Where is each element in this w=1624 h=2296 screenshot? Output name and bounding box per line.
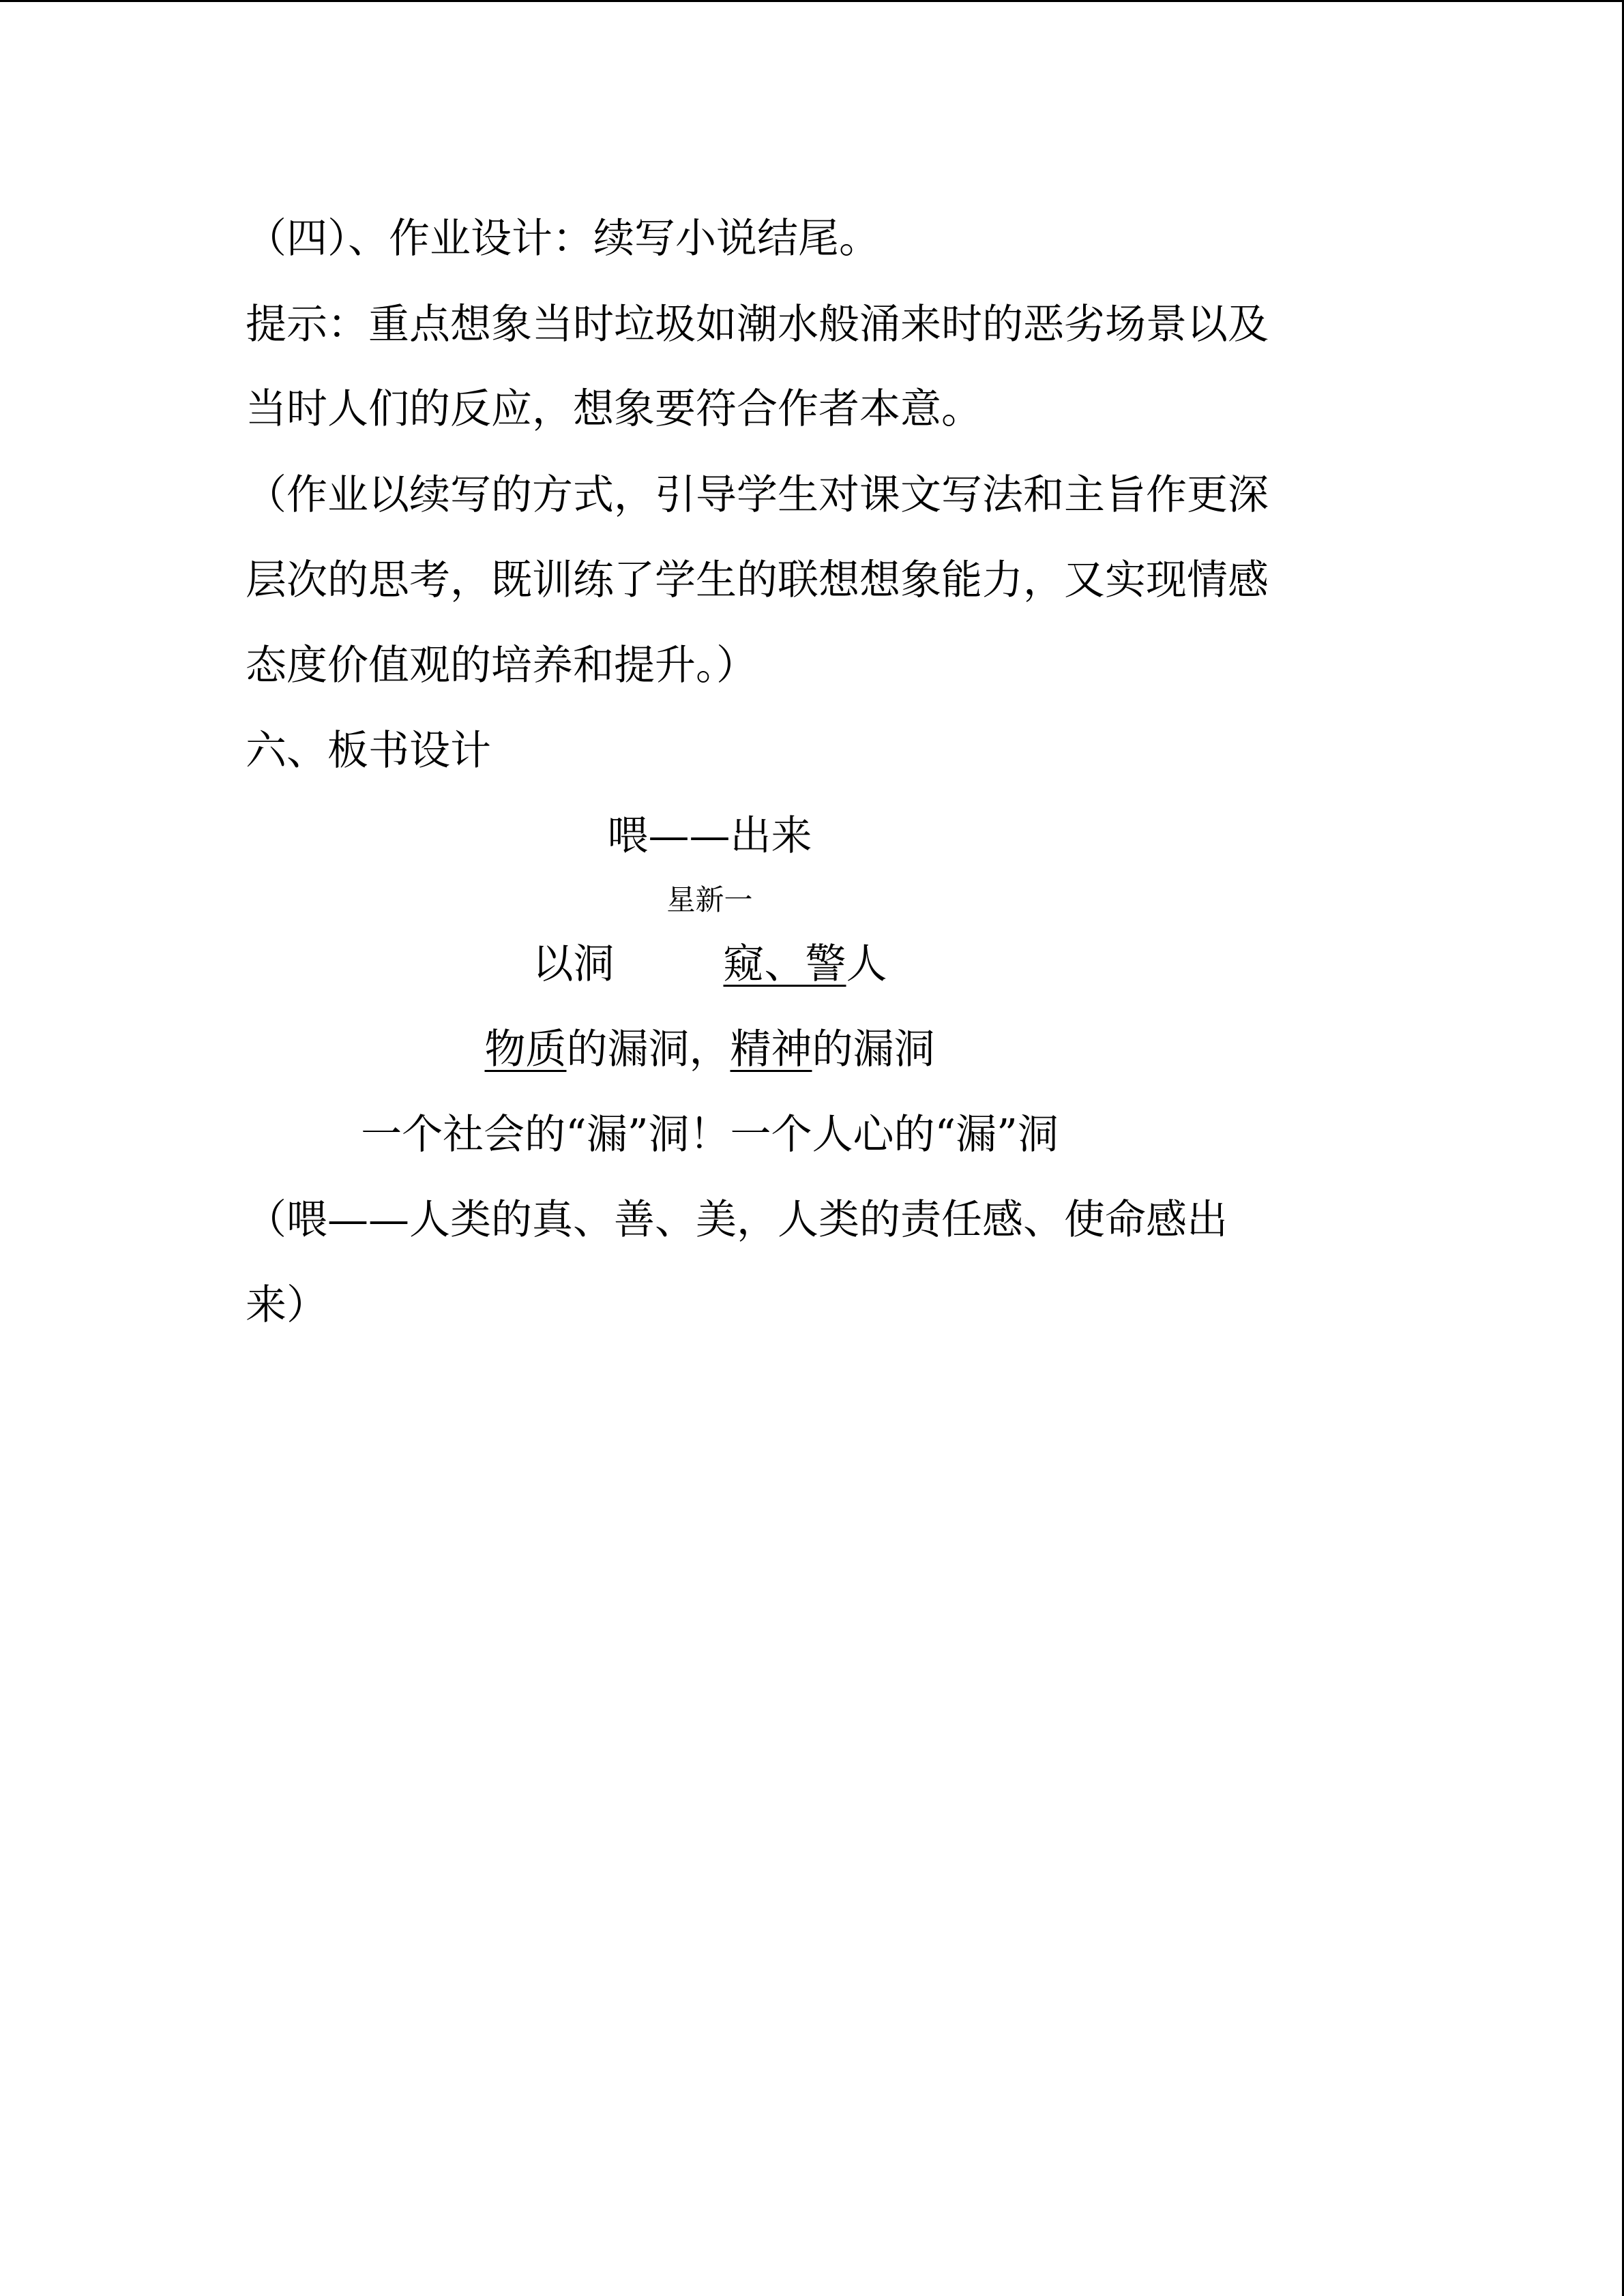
hint-line-1: 提示：重点想象当时垃圾如潮水般涌来时的恶劣场景以及 [246,301,1269,348]
closing-line-1: （喂——人类的真、善、美，人类的责任感、使命感出 [246,1196,1228,1244]
board-title: 喂——出来 [607,812,812,860]
page-border-top [0,0,1624,2]
row1-tail: 人 [846,940,887,988]
board-author: 星新一 [666,883,753,916]
closing-line-2: 来） [246,1281,327,1329]
row1-underlined: 窥、警 [723,940,846,988]
board-row-2 [0,1025,1522,1074]
row2-loophole-1: 的漏洞， [566,1026,730,1073]
board-row-1 [0,940,1522,989]
row2-material: 物质 [484,1026,567,1073]
homework-heading: （四）、作业设计：续写小说结尾。 [246,215,880,263]
hint-line-2: 当时人们的反应，想象要符合作者本意。 [246,385,982,433]
board-heading: 六、板书设计 [246,727,491,775]
row2-loophole-2: 的漏洞 [812,1026,935,1073]
board-row-3: 一个社会的“漏”洞！一个人心的“漏”洞 [361,1111,1059,1159]
row1-left: 以洞 [532,940,615,988]
note-line-1: （作业以续写的方式，引导学生对课文写法和主旨作更深 [246,471,1269,519]
note-line-3: 态度价值观的培养和提升。） [246,642,757,689]
note-line-2: 层次的思考，既训练了学生的联想想象能力，又实现情感 [246,556,1269,604]
row2-spiritual: 精神 [730,1026,812,1073]
